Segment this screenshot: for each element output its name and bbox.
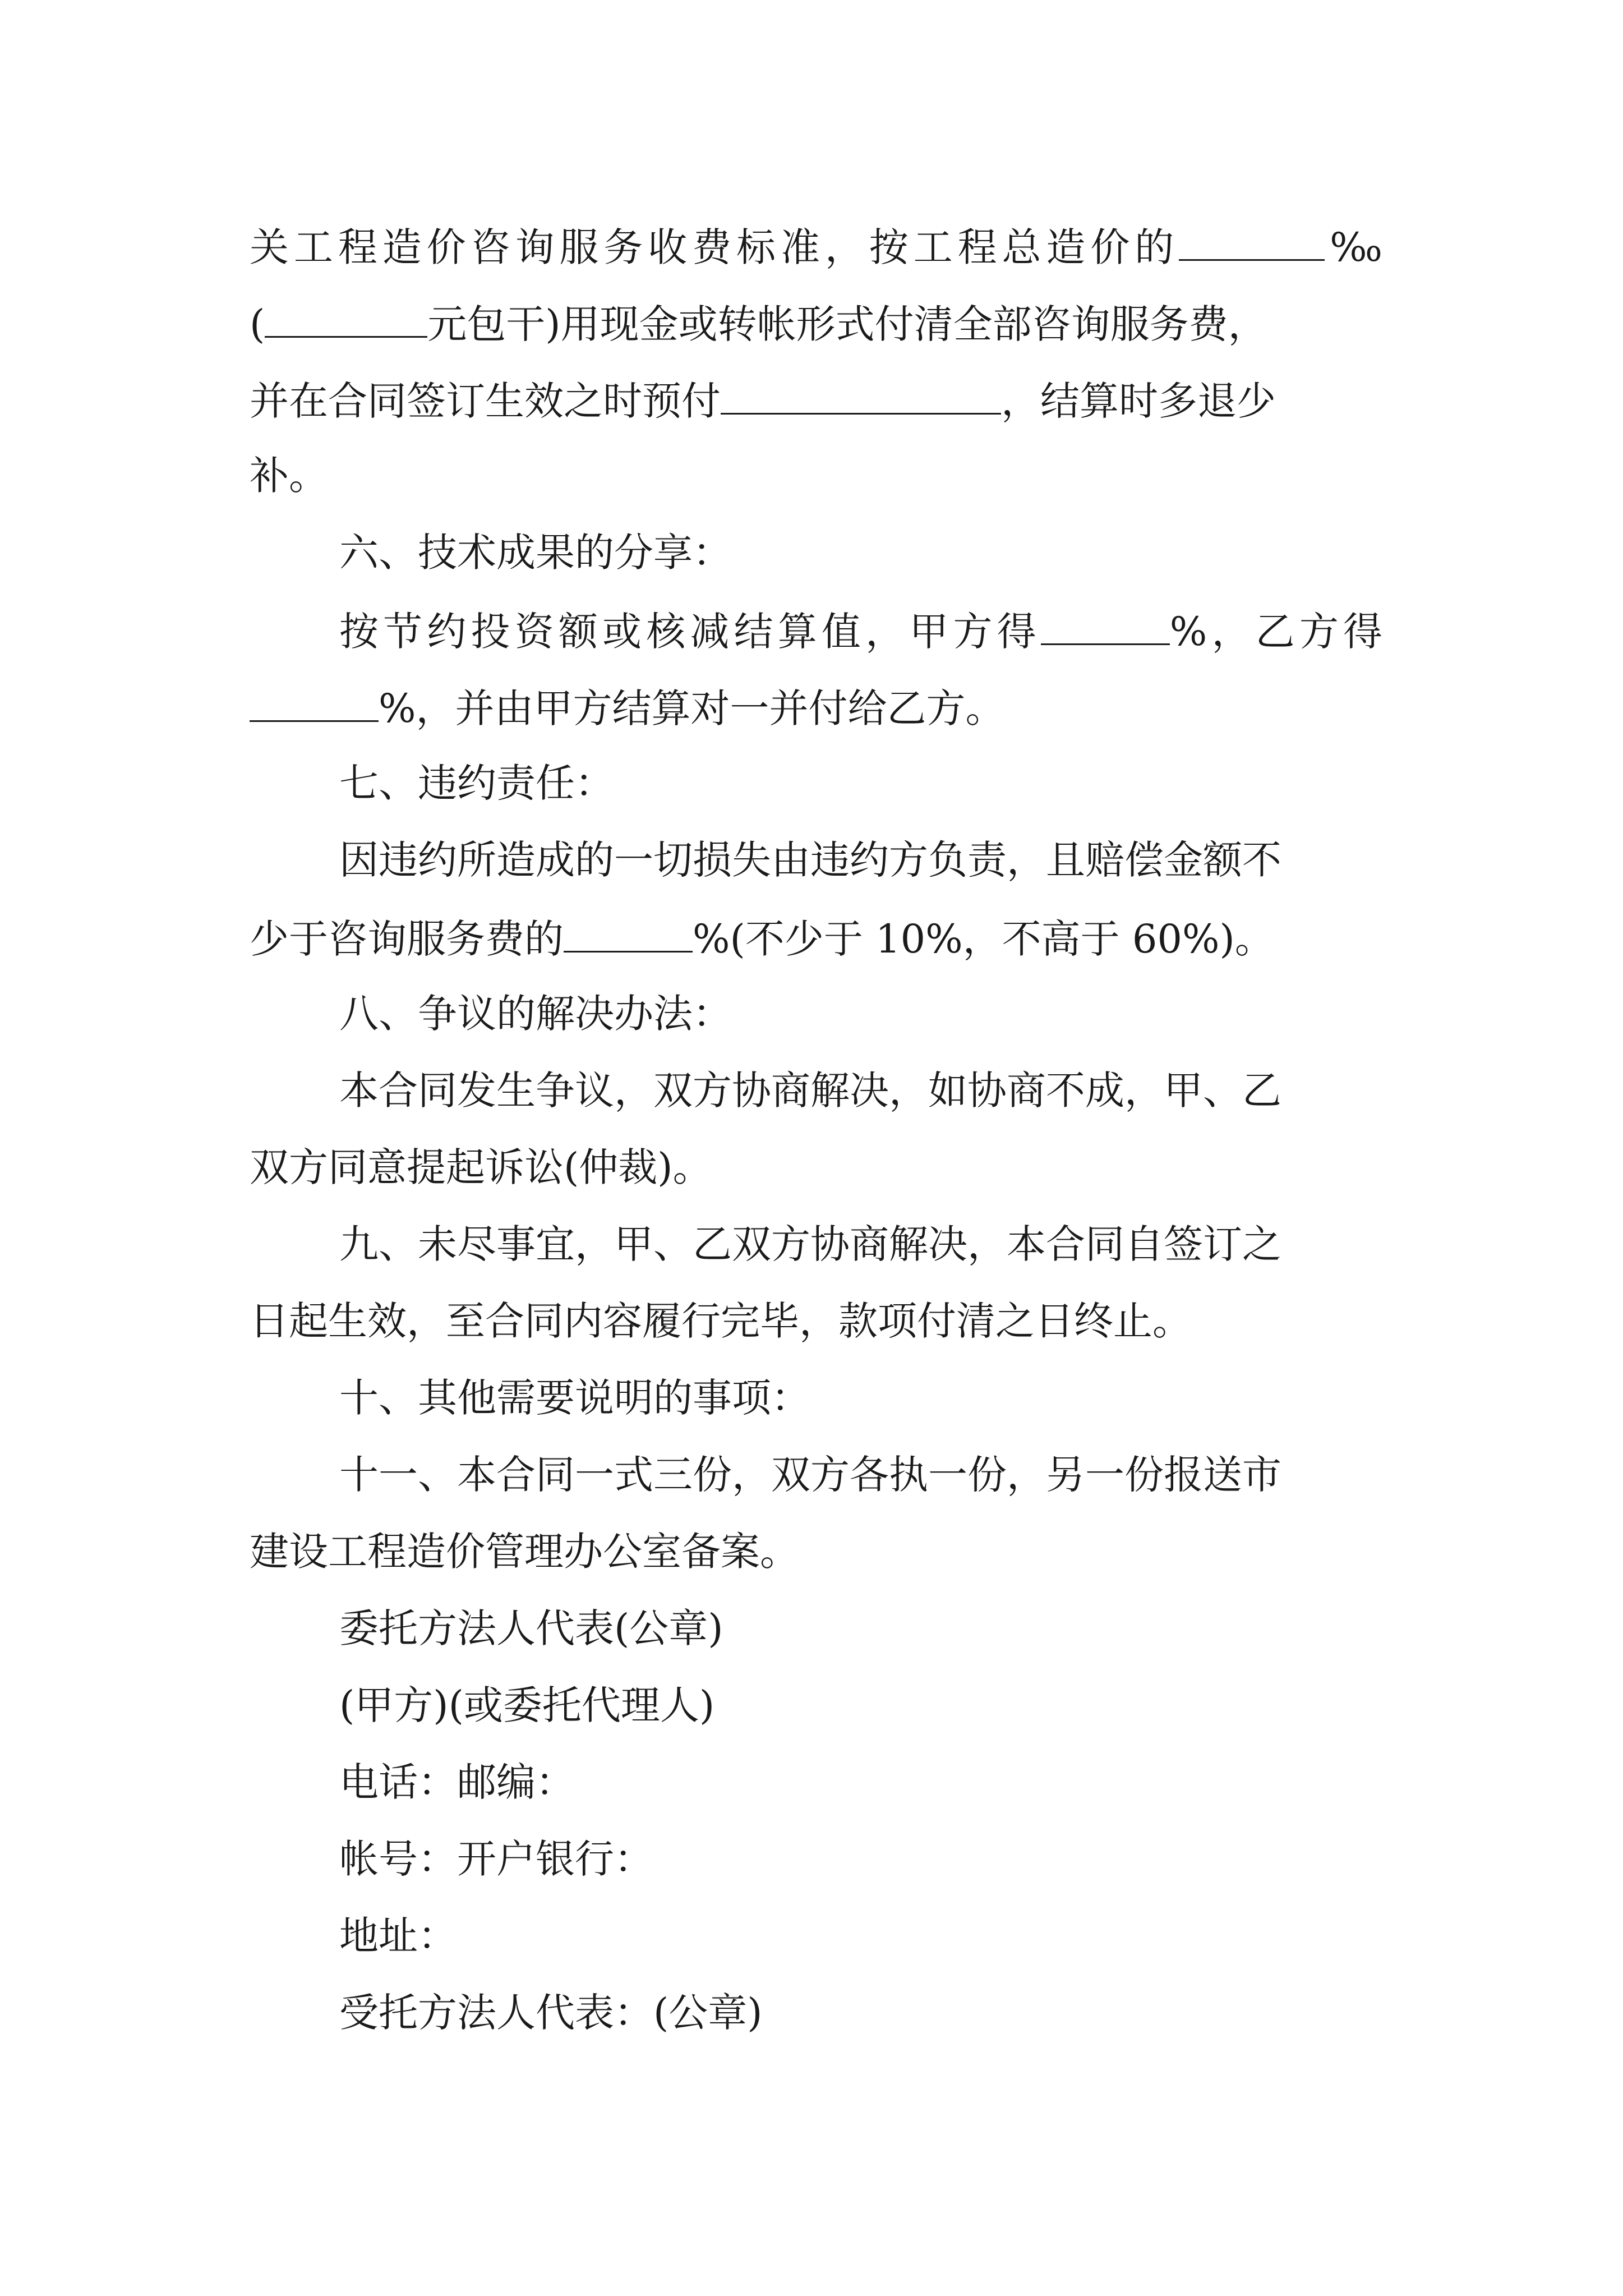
blank-party-a-share[interactable] xyxy=(1041,610,1170,645)
section-8-line-2: 双方同意提起诉讼(仲裁)。 xyxy=(250,1144,712,1190)
contractor-legal-rep: 受托方法人代表：(公章) xyxy=(339,1990,763,2036)
permille-sign: ‰ xyxy=(1325,224,1382,270)
section-11-line-2: 建设工程造价管理办公室备案。 xyxy=(250,1529,799,1575)
fee-line-3-tail: ，结算时多退少 xyxy=(1001,378,1276,424)
section-6-line-1 xyxy=(339,609,1383,655)
fee-line-4: 补。 xyxy=(250,453,328,499)
section-7-heading: 七、违约责任： xyxy=(339,760,614,806)
account-bank-field: 帐号：开户银行： xyxy=(339,1836,653,1882)
section-9-line-2: 日起生效，至合同内容履行完毕，款项付清之日终止。 xyxy=(250,1298,1192,1344)
open-paren: ( xyxy=(250,301,265,347)
client-party-label: (甲方)(或委托代理人) xyxy=(339,1682,715,1728)
blank-advance-payment[interactable] xyxy=(721,379,1001,415)
section-7-line-1: 因违约所造成的一切损失由违约方负责，且赔偿金额不 xyxy=(339,837,1281,883)
section-7-line-2 xyxy=(250,916,1274,962)
client-legal-rep: 委托方法人代表(公章) xyxy=(339,1605,723,1651)
fee-line-2 xyxy=(250,301,1267,347)
address-field: 地址： xyxy=(339,1913,457,1959)
section-10-heading: 十、其他需要说明的事项： xyxy=(339,1375,810,1421)
blank-penalty-percent[interactable] xyxy=(564,917,693,953)
section-6-line-1-tail: %，乙方得 xyxy=(1169,609,1383,655)
blank-lump-sum-amount[interactable] xyxy=(265,302,427,338)
section-8-line-1: 本合同发生争议，双方协商解决，如协商不成，甲、乙 xyxy=(339,1068,1281,1114)
blank-total-cost-permille[interactable] xyxy=(1179,226,1325,261)
section-6-line-2-text: %，并由甲方结算对一并付给乙方。 xyxy=(379,685,1005,731)
section-6-heading: 六、技术成果的分享： xyxy=(339,530,732,576)
fee-line-3 xyxy=(250,378,1276,424)
section-7-line-2-text: 少于咨询服务费的 xyxy=(250,916,564,962)
phone-zip-field: 电话：邮编： xyxy=(339,1759,575,1805)
section-8-heading: 八、争议的解决办法： xyxy=(339,991,732,1037)
section-7-line-2-tail: %(不少于 10%，不高于 60%)。 xyxy=(693,916,1274,962)
section-9-line-1: 九、未尽事宜，甲、乙双方协商解决，本合同自签订之 xyxy=(339,1221,1281,1267)
section-11-line-1: 十一、本合同一式三份，双方各执一份，另一份报送市 xyxy=(339,1452,1281,1498)
section-6-line-1-text: 按节约投资额或核减结算值，甲方得 xyxy=(339,609,1041,655)
section-6-line-2 xyxy=(250,685,1005,731)
fee-line-1 xyxy=(250,224,1382,270)
fee-line-2-text: 元包干)用现金或转帐形式付清全部咨询服务费， xyxy=(427,301,1267,347)
fee-line-3-text: 并在合同签订生效之时预付 xyxy=(250,378,721,424)
fee-line-1-text: 关工程造价咨询服务收费标准，按工程总造价的 xyxy=(250,224,1179,270)
blank-party-b-share[interactable] xyxy=(250,687,379,722)
